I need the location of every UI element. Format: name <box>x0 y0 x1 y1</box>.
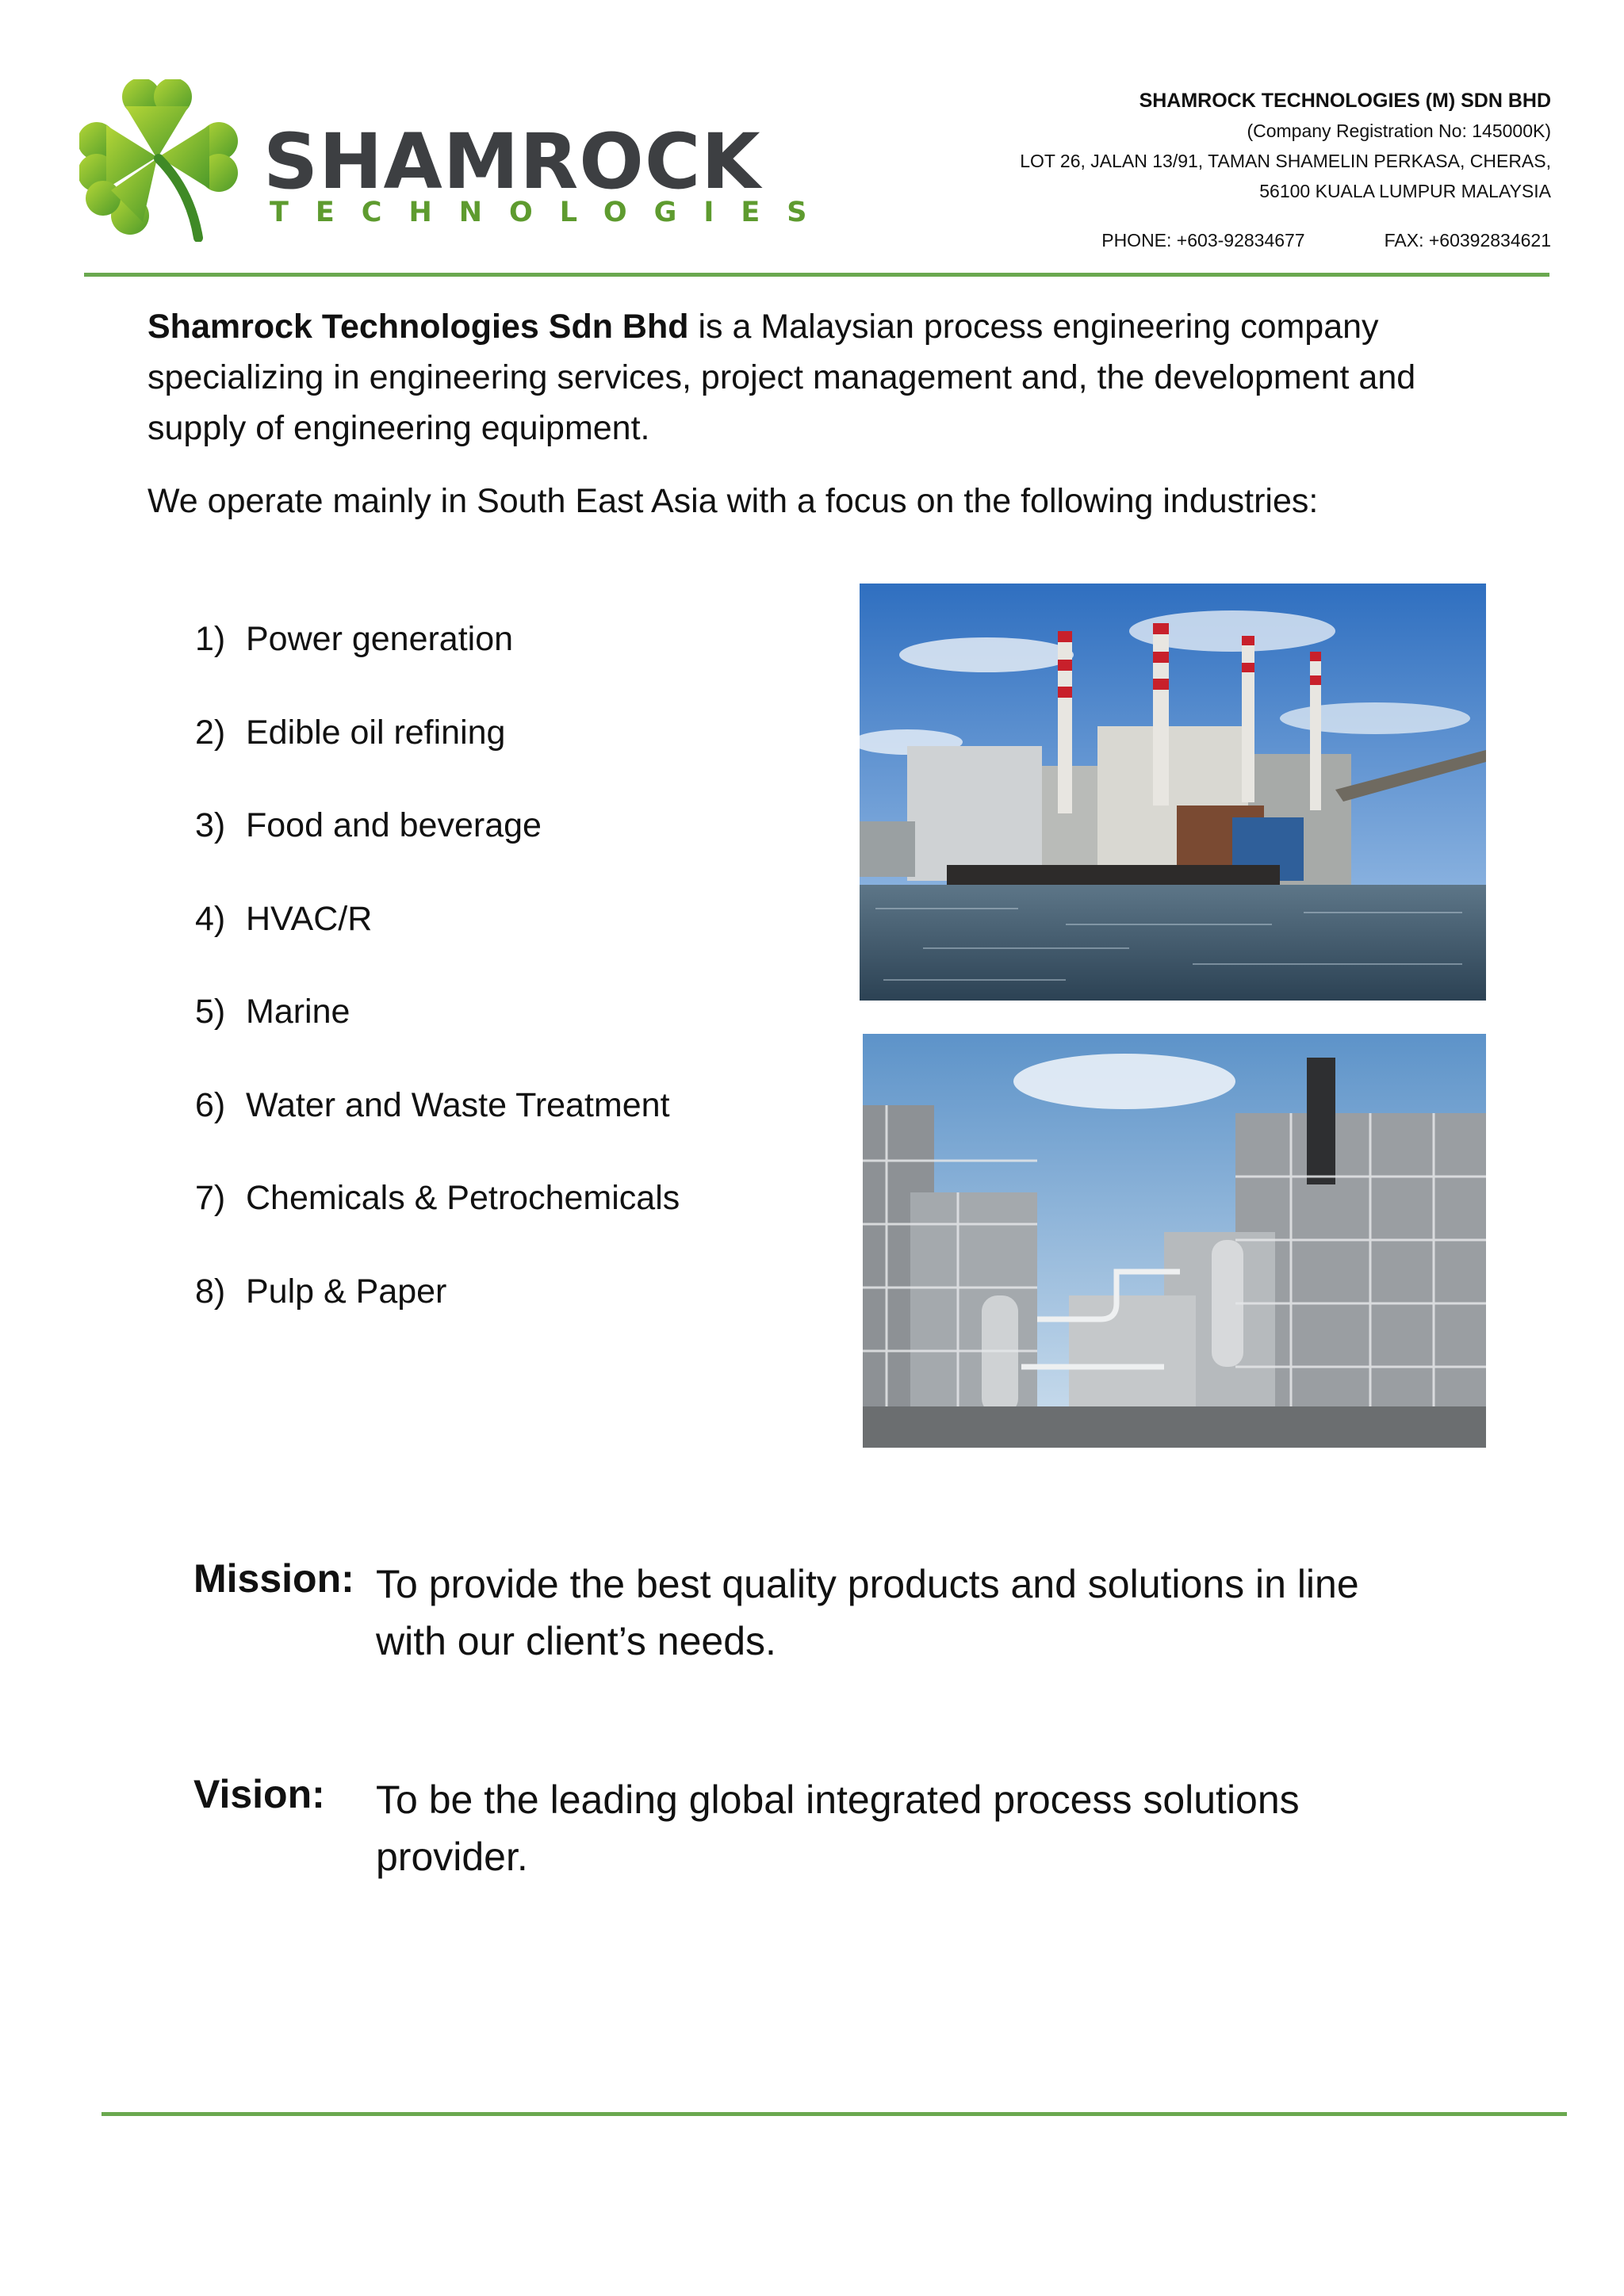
address-line-2: 56100 KUALA LUMPUR MALAYSIA <box>1259 181 1551 201</box>
shamrock-icon <box>79 79 246 242</box>
list-label: HVAC/R <box>246 899 373 938</box>
phone-number: PHONE: +603-92834677 <box>1101 230 1305 251</box>
intro-description: is a Malaysian process engineering company specializing in engineering services, project management and, the development and supply of engineering equipment. <box>147 308 1416 447</box>
list-item <box>195 1179 680 1272</box>
logo-wordmark: SHAMROCK <box>263 117 761 206</box>
list-label: Marine <box>246 993 350 1031</box>
list-label: Pulp & Paper <box>246 1272 447 1311</box>
contact-row <box>837 230 1551 251</box>
company-details <box>837 86 1551 206</box>
list-number: 4) <box>195 899 226 938</box>
industries-list <box>195 620 680 1365</box>
list-number: 5) <box>195 993 226 1031</box>
process-plant-photo <box>863 1034 1486 1448</box>
list-item <box>195 620 680 714</box>
list-number: 8) <box>195 1272 226 1311</box>
list-item <box>195 714 680 807</box>
mission-label: Mission: <box>193 1556 354 1601</box>
company-name: SHAMROCK TECHNOLOGIES (M) SDN BHD <box>1139 90 1551 112</box>
list-item <box>195 1086 680 1180</box>
company-logo <box>79 79 834 246</box>
list-label: Edible oil refining <box>246 713 506 752</box>
list-item <box>195 900 680 993</box>
list-item <box>195 806 680 900</box>
address-line-1: LOT 26, JALAN 13/91, TAMAN SHAMELIN PERKASA, CHERAS, <box>1020 151 1551 171</box>
list-label: Food and beverage <box>246 806 542 844</box>
list-number: 6) <box>195 1085 226 1124</box>
list-label: Chemicals & Petrochemicals <box>246 1179 680 1217</box>
registration-number: (Company Registration No: 145000K) <box>1247 121 1551 141</box>
list-number: 3) <box>195 806 226 844</box>
fax-number: FAX: +60392834621 <box>1384 230 1551 251</box>
list-label: Power generation <box>246 620 514 658</box>
list-number: 7) <box>195 1179 226 1217</box>
power-plant-photo <box>860 584 1486 1001</box>
list-item <box>195 993 680 1086</box>
intro-paragraph <box>147 301 1511 453</box>
list-number: 1) <box>195 620 226 658</box>
list-number: 2) <box>195 713 226 752</box>
list-item <box>195 1272 680 1366</box>
header-divider <box>84 273 1549 277</box>
footer-divider <box>102 2112 1567 2116</box>
logo-subtitle: TECHNOLOGIES <box>270 197 834 228</box>
company-name-bold: Shamrock Technologies Sdn Bhd <box>147 308 689 346</box>
list-label: Water and Waste Treatment <box>246 1085 670 1124</box>
mission-text: To provide the best quality products and solutions in line with our client’s needs. <box>376 1562 1359 1663</box>
focus-statement: We operate mainly in South East Asia with a focus on the following industries: <box>147 482 1319 520</box>
vision-label: Vision: <box>193 1772 325 1816</box>
vision-text: To be the leading global integrated process solutions provider. <box>376 1777 1300 1879</box>
